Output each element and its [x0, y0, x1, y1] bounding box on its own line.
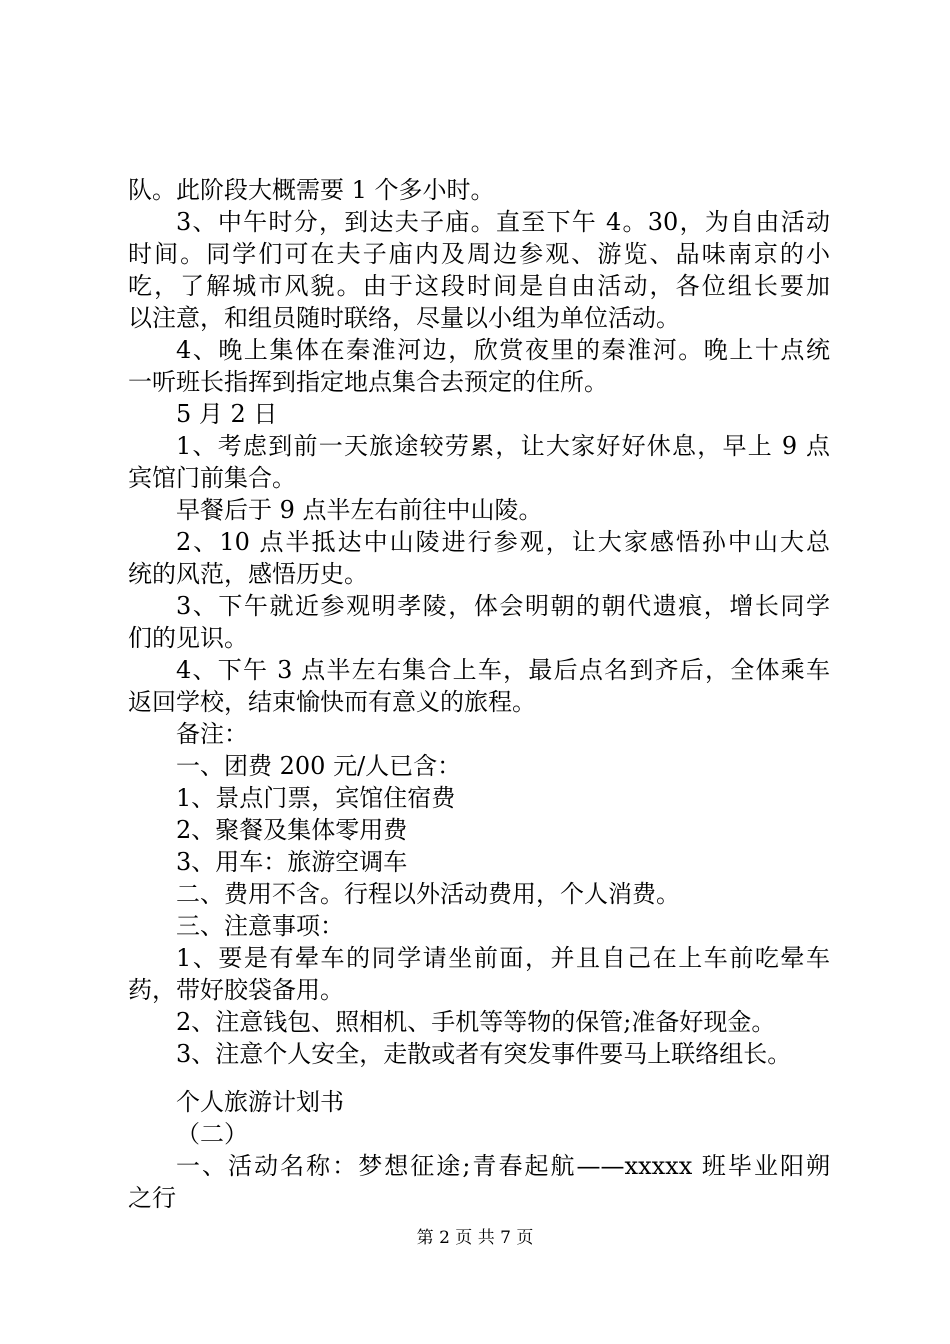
text-line: 3、下午就近参观明孝陵，体会明朝的朝代遗痕，增长同学 — [176, 592, 830, 620]
text-line: 之行 — [128, 1184, 176, 1212]
text-line: 2、聚餐及集体零用费 — [176, 816, 408, 844]
text-line: 2、10 点半抵达中山陵进行参观，让大家感悟孙中山大总 — [176, 528, 830, 556]
text-line: 队。此阶段大概需要 1 个多小时。 — [128, 176, 495, 204]
text-line: 时间。同学们可在夫子庙内及周边参观、游览、品味南京的小 — [128, 240, 830, 268]
text-line: 3、中午时分，到达夫子庙。直至下午 4。30，为自由活动 — [176, 208, 830, 236]
text-line: 宾馆门前集合。 — [128, 464, 296, 492]
text-line: 一听班长指挥到指定地点集合去预定的住所。 — [128, 368, 608, 396]
text-line: 4、下午 3 点半左右集合上车，最后点名到齐后，全体乘车 — [176, 656, 830, 684]
section-title: 个人旅游计划书 — [176, 1088, 344, 1116]
text-line: 3、用车：旅游空调车 — [176, 848, 408, 876]
section-number: （二） — [176, 1120, 248, 1148]
page-footer: 第 2 页 共 7 页 — [416, 1228, 534, 1248]
text-line: 3、注意个人安全，走散或者有突发事件要马上联络组长。 — [176, 1040, 792, 1068]
text-line: 早餐后于 9 点半左右前往中山陵。 — [176, 496, 543, 524]
text-line: 们的见识。 — [128, 624, 248, 652]
text-line: 4、晚上集体在秦淮河边，欣赏夜里的秦淮河。晚上十点统 — [176, 336, 830, 364]
text-line: 返回学校，结束愉快而有意义的旅程。 — [128, 688, 536, 716]
notes-heading: 备注： — [176, 720, 248, 748]
text-line: 吃，了解城市风貌。由于这段时间是自由活动，各位组长要加 — [128, 272, 830, 300]
text-line: 2、注意钱包、照相机、手机等等物的保管;准备好现金。 — [176, 1008, 776, 1036]
text-line: 1、考虑到前一天旅途较劳累，让大家好好休息，早上 9 点 — [176, 432, 830, 460]
date-heading: 5 月 2 日 — [176, 400, 278, 428]
text-line: 以注意，和组员随时联络，尽量以小组为单位活动。 — [128, 304, 680, 332]
text-line: 一、团费 200 元/人已含： — [176, 752, 462, 780]
text-line: 1、景点门票，宾馆住宿费 — [176, 784, 456, 812]
text-line: 一、活动名称：梦想征途;青春起航——xxxxx 班毕业阳朔 — [176, 1152, 830, 1180]
text-line: 1、要是有晕车的同学请坐前面，并且自己在上车前吃晕车 — [176, 944, 830, 972]
text-line: 二、费用不含。行程以外活动费用，个人消费。 — [176, 880, 680, 908]
text-line: 药，带好胶袋备用。 — [128, 976, 344, 1004]
text-line: 统的风范，感悟历史。 — [128, 560, 368, 588]
text-line: 三、注意事项： — [176, 912, 344, 940]
